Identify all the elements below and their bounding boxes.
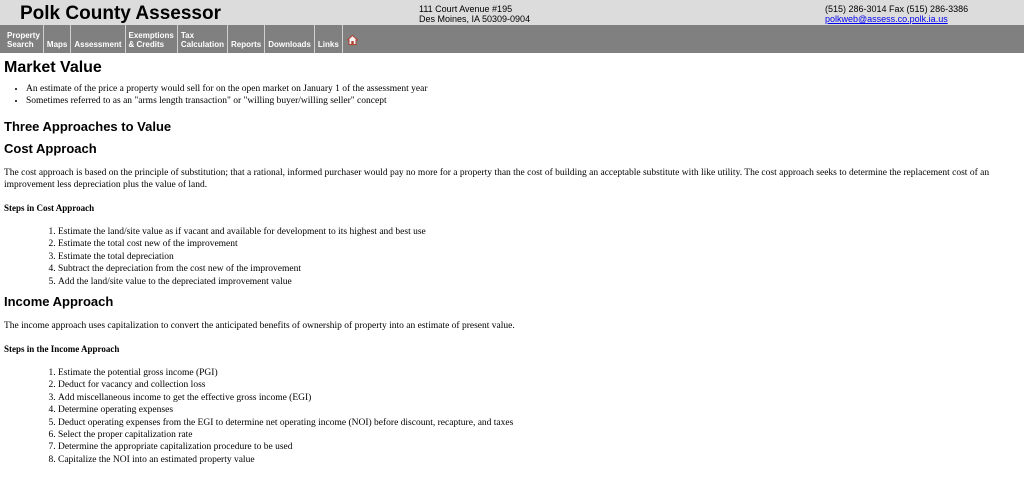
income-steps-list — [4, 367, 1024, 466]
nav-maps[interactable]: Maps — [44, 25, 71, 53]
income-steps-heading: Steps in the Income Approach — [4, 344, 120, 355]
list-item: 1. Estimate the land/site value as if vacant and available for development to its highest and best use — [58, 226, 1024, 238]
list-item: 4. Determine operating expenses — [58, 404, 1024, 416]
nav-exemptions-credits[interactable]: Exemptions & Credits — [126, 25, 178, 53]
market-value-bullets — [4, 83, 1024, 107]
list-item: • An estimate of the price a property would sell for on the open market on January 1 of the assessment year — [26, 83, 1024, 95]
list-item: 3. Estimate the total depreciation — [58, 251, 1024, 263]
list-item: 6. Select the proper capitalization rate — [58, 429, 1024, 441]
list-item: 1. Estimate the potential gross income (PGI) — [58, 367, 1024, 379]
list-item: 2. Estimate the total cost new of the improvement — [58, 238, 1024, 250]
phone-fax: (515) 286-3014 Fax (515) 286-3386 — [825, 4, 969, 14]
cost-approach-paragraph: The cost approach is based on the principle of substitution; that a rational, informed purchaser would pay no more for a property than the cost of building an acceptable substitute with like utility. The cost approach seeks to determine the replacement cost of an improvement less depreciation plus the value of land. — [4, 168, 990, 190]
nav-tax-calculation[interactable]: Tax Calculation — [178, 25, 228, 53]
list-item: 8. Capitalize the NOI into an estimated property value — [58, 454, 1024, 466]
nav-assessment[interactable]: Assessment — [71, 25, 125, 53]
list-item: 3. Add miscellaneous income to get the effective gross income (EGI) — [58, 392, 1024, 404]
nav-reports[interactable]: Reports — [228, 25, 265, 53]
home-icon — [347, 35, 358, 45]
list-item: 2. Deduct for vacancy and collection loss — [58, 379, 1024, 391]
site-header — [0, 0, 1024, 25]
list-item: 5. Add the land/site value to the depreciated improvement value — [58, 276, 1024, 288]
address-line-2: Des Moines, IA 50309-0904 — [419, 14, 531, 24]
list-item: 7. Determine the appropriate capitalization procedure to be used — [58, 441, 1024, 453]
address-line-1: 111 Court Avenue #195 — [419, 4, 513, 14]
nav-downloads[interactable]: Downloads — [265, 25, 315, 53]
list-item: • Sometimes referred to as an "arms length transaction" or "willing buyer/willing seller" concept — [26, 95, 1024, 107]
nav-links[interactable]: Links — [315, 25, 343, 53]
page-title: Market Value — [4, 59, 102, 76]
list-item: 5. Deduct operating expenses from the EGI to determine net operating income (NOI) before discount, recapture, and taxes — [58, 417, 1024, 429]
main-nav — [0, 25, 1024, 53]
cost-steps-list — [4, 226, 1024, 288]
cost-steps-heading: Steps in Cost Approach — [4, 203, 95, 213]
office-address — [419, 4, 530, 24]
email-link[interactable]: polkweb@assess.co.polk.ia.us — [825, 14, 948, 24]
cost-approach-heading: Cost Approach — [4, 141, 97, 156]
contact-info — [825, 4, 968, 24]
nav-home[interactable] — [343, 25, 362, 53]
list-item: 4. Subtract the depreciation from the cost new of the improvement — [58, 263, 1024, 275]
nav-property-search[interactable]: Property Search — [4, 25, 44, 53]
main-content — [0, 58, 1024, 466]
approaches-heading: Three Approaches to Value — [4, 119, 172, 134]
income-approach-paragraph: The income approach uses capitalization to convert the anticipated benefits of ownership of property into an estimate of present value. — [4, 321, 515, 332]
income-approach-heading: Income Approach — [4, 294, 114, 310]
site-title[interactable]: Polk County Assessor — [20, 3, 221, 24]
